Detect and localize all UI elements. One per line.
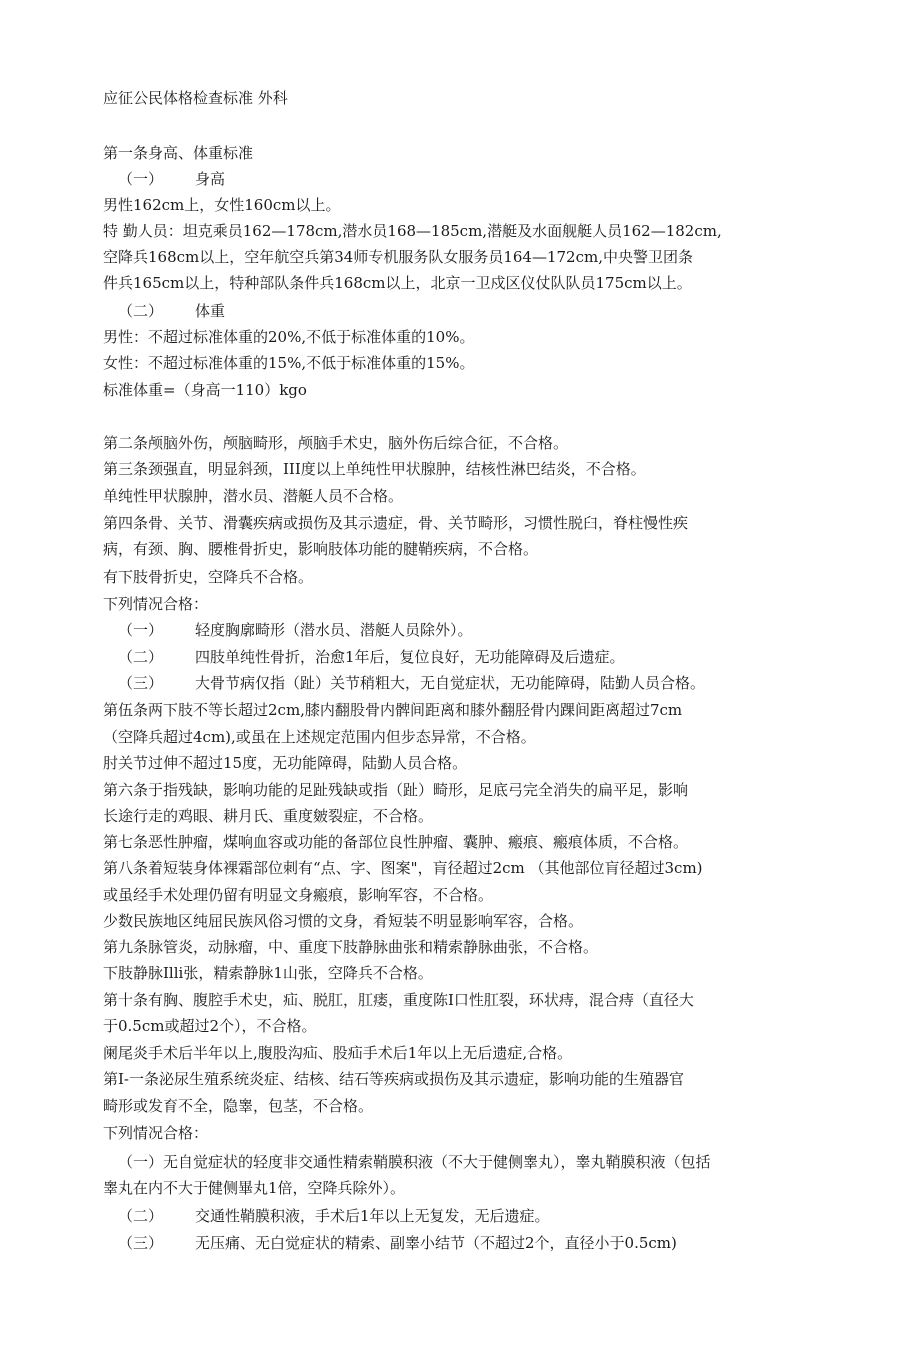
item-number: （二）: [118, 1207, 164, 1225]
article-10: 第十条有胸、腹腔手术史，疝、脱肛，肛瘘，重度陈I口性肛裂，环状痔，混合痔（直径大: [103, 991, 694, 1009]
paragraph-line: 有下肢骨折史，空降兵不合格。: [103, 568, 314, 586]
article-8: 第八条着短装身体裸霜部位刺有“点、字、图案"，肓径超过2cm （其他部位肓径超过3cm): [103, 859, 703, 877]
paragraph-line: 阑尾炎手术后半年以上,腹股沟疝、股疝手术后1年以上无后遗症,合格。: [103, 1044, 573, 1062]
paragraph-line: 病，有颈、胸、腰椎骨折史，影响肢体功能的腱鞘疾病，不合格。: [103, 540, 539, 558]
document-title: 应征公民体格检查标准 外科: [103, 89, 288, 107]
article-4: 第四条骨、关节、滑囊疾病或损伤及其示遗症，骨、关节畸形，习惯性脱臼，脊柱慢性疾: [103, 514, 689, 532]
article-6: 第六条于指残缺，影响功能的足趾残缺或指（趾）畸形，足底弓完全消失的扁平足，影响: [103, 781, 689, 799]
list-item: （一）无自觉症状的轻度非交通性精索鞘膜积液（不大于健侧睾丸），睾丸鞘膜积液（包括: [118, 1153, 711, 1171]
article-2: 第二条颅脑外伤，颅脑畸形，颅脑手术史，脑外伤后综合征，不合格。: [103, 434, 569, 452]
article-3: 第三条颈强直，明显斜颈，III度以上单纯性甲状腺肿，结核性淋巴结炎，不合格。: [103, 460, 646, 478]
paragraph-line: 少数民族地区纯屈民族风俗习惯的文身，肴短装不明显影响军容，合格。: [103, 912, 584, 930]
list-item: [118, 1206, 550, 1226]
paragraph-line: 畸形或发育不全，隐睾，包茎，不合格。: [103, 1097, 374, 1115]
article-11: 第I-一条泌尿生殖系统炎症、结核、结石等疾病或损伤及其示遗症，影响功能的生殖器官: [103, 1070, 684, 1088]
article-1-heading: 第一条身高、体重标准: [103, 144, 254, 162]
paragraph-line: 下肢静脉Illi张，精索静脉1山张，空降兵不合格。: [103, 964, 433, 982]
paragraph-line: 下列情况合格：: [103, 595, 209, 613]
paragraph-line: 或虽经手术处理仍留有明显文身瘢痕，影响军容，不合格。: [103, 886, 494, 904]
paragraph-line: 肘关节过伸不超过15度，无功能障碍，陆勤人员合格。: [103, 754, 468, 772]
item-number: （一）: [118, 170, 164, 188]
article-5: 第伍条两下肢不等长超过2cm,膝内翻股骨内髀间距离和膝外翻胫骨内踝间距离超过7cm: [103, 701, 683, 719]
paragraph-line: 男性：不超过标准体重的20%,不低于标准体重的10%。: [103, 328, 475, 346]
article-9: 第九条脉管炎，动脉瘤，中、重度下肢静脉曲张和精索静脉曲张，不合格。: [103, 938, 599, 956]
paragraph-line: 标准体重=（身高一110）kgo: [103, 381, 307, 399]
paragraph-line: 于0.5cm或超过2个），不合格。: [103, 1017, 317, 1035]
item-text: 体重: [195, 302, 226, 320]
list-item: [118, 620, 473, 640]
item-number: （一）: [118, 621, 164, 639]
paragraph-line: 睾丸在内不大于健侧畢丸1倍，空降兵除外）。: [103, 1179, 406, 1197]
list-item: [118, 647, 625, 667]
item-number: （三）: [118, 674, 164, 692]
paragraph-line: 单纯性甲状腺肿，潜水员、潜艇人员不合格。: [103, 487, 404, 505]
list-item: [118, 301, 225, 321]
item-text: 交通性鞘膜积液，手术后1年以上无复发，无后遗症。: [195, 1207, 550, 1225]
paragraph-line: 长途行走的鸡眼、耕月氏、重度皴裂症，不合格。: [103, 807, 434, 825]
paragraph-line: （空降兵超过4cm),或虽在上述规定范围内但步态异常，不合格。: [103, 728, 536, 746]
list-item: [118, 673, 705, 693]
item-text: 无压痛、无白觉症状的精索、副睾小结节（不超过2个，直径小于0.5cm): [195, 1234, 677, 1252]
item-text: 大骨节病仅指（趾）关节稍粗大，无自觉症状，无功能障碍，陆勤人员合格。: [195, 674, 706, 692]
item-number: （二）: [118, 302, 164, 320]
article-7: 第七条恶性肿瘤，煤响血容或功能的备部位良性肿瘤、囊肿、瘢痕、瘢痕体质，不合格。: [103, 833, 689, 851]
paragraph-line: 女性：不超过标准体重的15%,不低于标准体重的15%。: [103, 354, 475, 372]
paragraph-line: 特 勤人员：坦克乘员162—178cm,潜水员168—185cm,潜艇及水面舰艇人员162—182cm,: [103, 222, 722, 240]
list-item: [118, 169, 225, 189]
paragraph-line: 下列情况合格：: [103, 1124, 209, 1142]
item-text: 轻度胸廓畸形（潜水员、潜艇人员除外）。: [195, 621, 473, 639]
item-text: 身高: [195, 170, 226, 188]
item-number: （三）: [118, 1234, 164, 1252]
item-number: （二）: [118, 648, 164, 666]
paragraph-line: 空降兵168cm以上，空年航空兵第34师专机服务队女服务员164—172cm,中央警卫团条: [103, 248, 693, 266]
paragraph-line: 男性162cm上，女性160cm以上。: [103, 196, 341, 214]
list-item: [118, 1233, 677, 1253]
paragraph-line: 件兵165cm以上，特种部队条件兵168cm以上，北京一卫戍区仪仗队队员175cm以上。: [103, 274, 692, 292]
item-text: 四肢单纯性骨折，治愈1年后，复位良好，无功能障碍及后遗症。: [195, 648, 625, 666]
